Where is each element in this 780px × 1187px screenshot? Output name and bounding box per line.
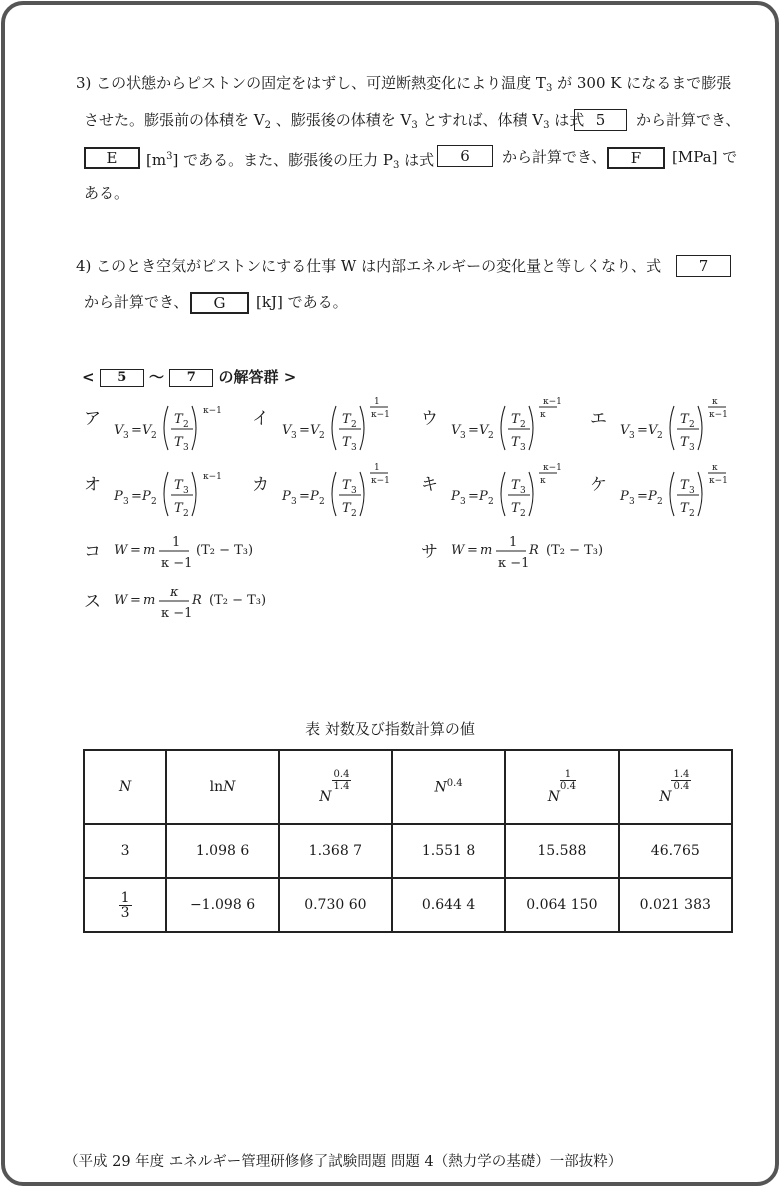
- option-formula: [112, 587, 292, 627]
- formula-paren: (T₂ − T₃): [546, 543, 604, 558]
- answer-box-7: 7: [676, 255, 731, 277]
- exponent-numerator: κ: [712, 463, 718, 473]
- log-exp-table: [83, 749, 733, 933]
- fraction-sub: 2: [520, 509, 526, 519]
- formula-sub: 3: [291, 431, 297, 441]
- formula-eq: =: [131, 423, 142, 438]
- fraction-numerator: T: [342, 478, 351, 493]
- formula-eq: =: [637, 423, 648, 438]
- formula-lhs: P: [114, 489, 123, 504]
- fraction-sub: 3: [520, 486, 526, 496]
- exponent-denominator: κ−1: [709, 410, 728, 420]
- fraction-denominator: T: [174, 501, 183, 516]
- formula-sub: 3: [629, 431, 635, 441]
- formula-sub: 3: [460, 431, 466, 441]
- option-label: イ: [252, 409, 269, 429]
- option-label: ケ: [590, 475, 607, 495]
- option-formula: [280, 397, 415, 454]
- paren-left: [332, 406, 336, 450]
- header-n: N: [84, 750, 166, 824]
- option-label: キ: [421, 475, 438, 495]
- answer-box-G: G: [190, 292, 249, 314]
- option-label: オ: [84, 475, 101, 495]
- formula-eq: =: [131, 489, 142, 504]
- formula-sub: 2: [151, 431, 157, 441]
- formula-sub: 2: [657, 431, 663, 441]
- option-label: サ: [421, 542, 438, 562]
- formula-lhs: V: [114, 423, 124, 438]
- formula-eq: =: [468, 489, 479, 504]
- cell-lnn: 1.098 6: [166, 824, 279, 878]
- header-box-5: 5: [100, 369, 144, 387]
- formula-eq: =: [637, 489, 648, 504]
- header-ln-n: lnN: [166, 750, 279, 824]
- formula-lhs: W: [114, 593, 128, 608]
- fraction-denominator: T: [680, 501, 689, 516]
- fraction-sub: 2: [351, 420, 357, 430]
- cell-lnn: −1.098 6: [166, 878, 279, 932]
- header-n-pow-1-04: N $\frac{1}{0.4}$: [505, 750, 618, 824]
- option-formula: [618, 397, 753, 454]
- paren-left: [501, 472, 505, 516]
- formula-lhs: W: [114, 543, 128, 558]
- fraction-numerator: T: [342, 412, 351, 427]
- option-formula: [449, 463, 584, 520]
- formula-m: m: [143, 543, 156, 558]
- paren-right: [360, 472, 364, 516]
- fraction-sub: 3: [351, 486, 357, 496]
- formula-sub: 2: [657, 497, 663, 507]
- fraction-denominator: κ −1: [161, 556, 193, 571]
- option-formula: [449, 397, 584, 454]
- paren-left: [332, 472, 336, 516]
- fraction-numerator: T: [680, 478, 689, 493]
- formula-rhs: P: [479, 489, 488, 504]
- option-label: ウ: [421, 409, 438, 429]
- formula-paren: (T₂ − T₃): [209, 593, 267, 608]
- fraction-sub: 2: [183, 420, 189, 430]
- paren-right: [529, 406, 533, 450]
- formula-sub: 2: [319, 431, 325, 441]
- formula-lhs: V: [451, 423, 461, 438]
- header-n-pow-04: $N^{0.4}$: [392, 750, 505, 824]
- fraction-denominator: T: [680, 435, 689, 450]
- cell-c4: 0.644 4: [392, 878, 505, 932]
- exponent-denominator: κ: [540, 476, 546, 486]
- paren-left: [670, 472, 674, 516]
- exponent-denominator: κ: [540, 410, 546, 420]
- q4-line-1: 4) このとき空気がピストンにする仕事 W は内部エネルギーの変化量と等しくなり、式: [76, 257, 662, 275]
- formula-eq: =: [299, 489, 310, 504]
- fraction-numerator: T: [511, 478, 520, 493]
- paren-left: [501, 406, 505, 450]
- formula-rhs: V: [479, 423, 489, 438]
- formula-sub: 2: [151, 497, 157, 507]
- q3-line-3-end: [MPa] で: [672, 148, 738, 166]
- q3-line-2: させた。膨張前の体積を $V_2$ 、膨張後の体積を $V_3$ とすれば、体積 $V_3$ は式: [84, 111, 585, 131]
- answer-box-5: 5: [574, 109, 627, 131]
- q3-line-4: ある。: [84, 184, 130, 202]
- fraction-numerator: 1: [172, 535, 181, 550]
- exponent-denominator: κ−1: [371, 410, 390, 420]
- fraction-sub: 3: [183, 486, 189, 496]
- fraction-numerator: T: [174, 412, 183, 427]
- fraction-numerator: T: [511, 412, 520, 427]
- exponent-numerator: κ−1: [543, 463, 562, 473]
- exponent-denominator: κ−1: [371, 476, 390, 486]
- formula-rhs: V: [648, 423, 658, 438]
- fraction-numerator: 1: [509, 535, 518, 550]
- q4-line-2-end: [kJ] である。: [256, 293, 348, 311]
- option-label: ア: [84, 409, 101, 429]
- fraction-numerator: T: [174, 478, 183, 493]
- fraction-sub: 2: [520, 420, 526, 430]
- q3-line-3: $[m^3]$ である。また、膨張後の圧力 $P_3$ は式: [146, 151, 435, 171]
- fraction-numerator: T: [680, 412, 689, 427]
- formula-lhs: V: [620, 423, 630, 438]
- table-row: [84, 878, 732, 932]
- formula-rhs: P: [310, 489, 319, 504]
- q3-line-3-mid: から計算でき、: [502, 148, 607, 166]
- cell-c3: 1.368 7: [279, 824, 392, 878]
- formula-sub: 3: [291, 497, 297, 507]
- formula-sub: 2: [319, 497, 325, 507]
- formula-r: R: [529, 543, 539, 558]
- cell-c6: 46.765: [619, 824, 732, 878]
- fraction-sub: 3: [520, 443, 526, 453]
- table-header-row: [84, 750, 732, 824]
- formula-rhs: P: [648, 489, 657, 504]
- cell-c6: 0.021 383: [619, 878, 732, 932]
- paren-right: [698, 406, 702, 450]
- fraction-sub: 2: [183, 509, 189, 519]
- fraction-denominator: T: [174, 435, 183, 450]
- fraction-denominator: T: [342, 435, 351, 450]
- answer-box-F: F: [607, 147, 665, 169]
- formula-m: m: [480, 543, 493, 558]
- fraction-denominator: T: [511, 501, 520, 516]
- fraction-denominator: T: [342, 501, 351, 516]
- formula-sub: 3: [123, 431, 129, 441]
- fraction-sub: 2: [351, 509, 357, 519]
- fraction-sub: 2: [689, 509, 695, 519]
- formula-eq: =: [130, 543, 141, 558]
- option-label: コ: [84, 542, 101, 562]
- exponent-numerator: κ−1: [543, 397, 562, 407]
- answer-box-E: E: [84, 147, 140, 169]
- formula-rhs: V: [142, 423, 152, 438]
- fraction-sub: 3: [689, 443, 695, 453]
- header-box-7: 7: [169, 369, 213, 387]
- paren-right: [192, 472, 196, 516]
- formula-sub: 2: [488, 497, 494, 507]
- exponent-denominator: κ−1: [709, 476, 728, 486]
- formula-sub: 2: [488, 431, 494, 441]
- option-formula: [280, 463, 415, 520]
- fraction-sub: 2: [689, 420, 695, 430]
- answer-group-header: < 5 〜 7 の解答群 >: [82, 368, 297, 386]
- formula-lhs: V: [282, 423, 292, 438]
- q3-line-2-end: から計算でき、: [636, 111, 741, 129]
- fraction-sub: 3: [689, 486, 695, 496]
- option-formula: [112, 470, 247, 520]
- exponent-numerator: 1: [374, 397, 380, 407]
- q3-line-1: 3) この状態からピストンの固定をはずし、可逆断熱変化により温度 $T_3$ が 300 K になるまで膨張: [76, 74, 732, 94]
- cell-n: 3: [84, 824, 166, 878]
- fraction-denominator: κ −1: [498, 556, 530, 571]
- fraction-denominator: κ −1: [161, 606, 193, 621]
- fraction-denominator: T: [511, 435, 520, 450]
- cell-c5: 15.588: [505, 824, 618, 878]
- header-n-pow-04-14: N $\frac{0.4}{1.4}$: [279, 750, 392, 824]
- option-formula: [112, 404, 247, 454]
- formula-eq: =: [467, 543, 478, 558]
- paren-left: [164, 472, 168, 516]
- formula-lhs: P: [451, 489, 460, 504]
- paren-right: [192, 406, 196, 450]
- cell-c3: 0.730 60: [279, 878, 392, 932]
- exponent: κ−1: [203, 472, 222, 482]
- option-formula: [449, 537, 629, 577]
- formula-rhs: V: [310, 423, 320, 438]
- answer-box-6: 6: [437, 145, 493, 167]
- exponent: κ−1: [203, 406, 222, 416]
- exponent-numerator: 1: [374, 463, 380, 473]
- paren-right: [529, 472, 533, 516]
- option-label: エ: [590, 409, 607, 429]
- cell-c5: 0.064 150: [505, 878, 618, 932]
- header-n-pow-14-04: N $\frac{1.4}{0.4}$: [619, 750, 732, 824]
- paren-left: [670, 406, 674, 450]
- formula-lhs: W: [451, 543, 465, 558]
- source-footer: （平成 29 年度 エネルギー管理研修修了試験問題 問題 4（熱力学の基礎）一部抜粋）: [64, 1154, 623, 1170]
- exponent-numerator: κ: [712, 397, 718, 407]
- cell-c4: 1.551 8: [392, 824, 505, 878]
- paren-right: [360, 406, 364, 450]
- formula-rhs: P: [142, 489, 151, 504]
- formula-eq: =: [299, 423, 310, 438]
- formula-sub: 3: [123, 497, 129, 507]
- formula-eq: =: [130, 593, 141, 608]
- formula-sub: 3: [629, 497, 635, 507]
- fraction-sub: 3: [351, 443, 357, 453]
- table-caption: 表 対数及び指数計算の値: [305, 720, 475, 738]
- formula-m: m: [143, 593, 156, 608]
- paren-right: [698, 472, 702, 516]
- formula-eq: =: [468, 423, 479, 438]
- formula-paren: (T₂ − T₃): [196, 543, 254, 558]
- option-formula: [618, 463, 753, 520]
- formula-sub: 3: [460, 497, 466, 507]
- table-row: [84, 824, 732, 878]
- formula-lhs: P: [620, 489, 629, 504]
- option-label: ス: [84, 592, 101, 612]
- formula-r: R: [192, 593, 202, 608]
- cell-n-fraction: $\frac{1}{3}$: [84, 878, 166, 932]
- q4-line-2: から計算でき、: [84, 293, 189, 311]
- paren-left: [164, 406, 168, 450]
- fraction-sub: 3: [183, 443, 189, 453]
- formula-lhs: P: [282, 489, 291, 504]
- option-formula: [112, 537, 292, 577]
- option-label: カ: [252, 475, 269, 495]
- fraction-numerator: κ: [170, 585, 179, 600]
